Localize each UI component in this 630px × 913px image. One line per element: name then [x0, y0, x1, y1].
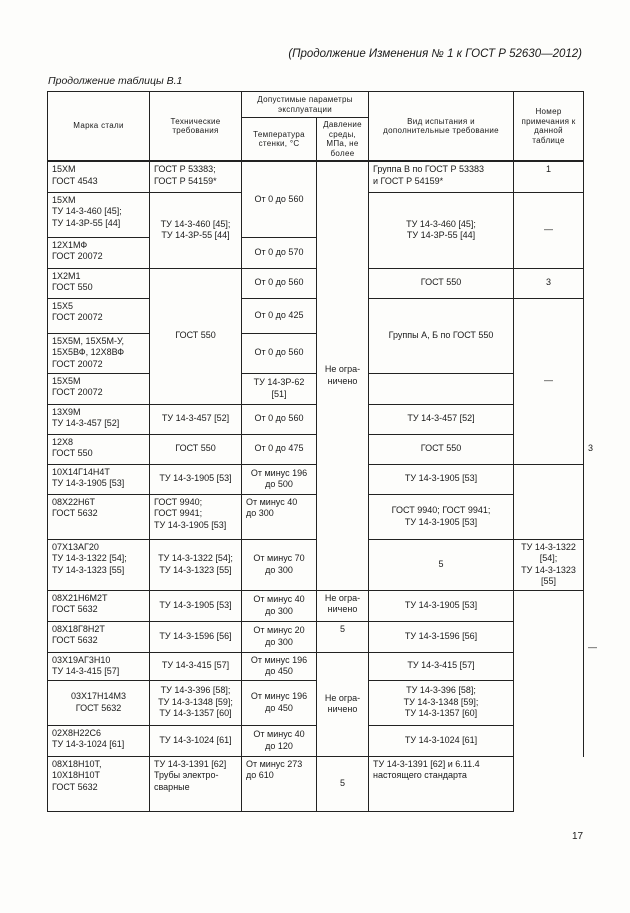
- cell-requirements: ГОСТ Р 53383; ГОСТ Р 54159*: [150, 161, 242, 192]
- cell-grade: 07Х13АГ20 ТУ 14-3-1322 [54]; ТУ 14-3-1323 [55]: [48, 539, 150, 590]
- cell-pressure: Не огра- ничено: [317, 161, 369, 590]
- cell-note-empty: [514, 464, 584, 539]
- cell-test: ГОСТ 550: [369, 268, 514, 298]
- cell-grade: 15ХМ ТУ 14-3-460 [45]; ТУ 14-3Р-55 [44]: [48, 192, 150, 237]
- cell-test: ТУ 14-3-1391 [62] и 6.11.4 настоящего стандарта: [369, 756, 514, 811]
- cell-temperature: От 0 до 570: [242, 237, 317, 268]
- cell-test: ТУ 14-3-460 [45]; ТУ 14-3Р-55 [44]: [369, 192, 514, 268]
- cell-grade: 10Х14Г14Н4Т ТУ 14-3-1905 [53]: [48, 464, 150, 494]
- cell-requirements: ТУ 14-3-1905 [53]: [150, 590, 242, 621]
- cell-grade: 13Х9М ТУ 14-3-457 [52]: [48, 404, 150, 434]
- cell-requirements: ТУ 14-3-1322 [54]; ТУ 14-3-1323 [55]: [150, 539, 242, 590]
- cell-temperature: От минус 20 до 300: [242, 621, 317, 652]
- cell-requirements: ТУ 14-3-460 [45]; ТУ 14-3Р-55 [44]: [150, 192, 242, 268]
- cell-temperature: От 0 до 425: [242, 298, 317, 333]
- cell-note: —: [514, 192, 584, 268]
- cell-grade: 15Х5 ГОСТ 20072: [48, 298, 150, 333]
- cell-pressure: Не огра- ничено: [317, 652, 369, 756]
- cell-requirements: ТУ 14-3-457 [52]: [150, 404, 242, 434]
- cell-grade: 08Х18Г8Н2Т ГОСТ 5632: [48, 621, 150, 652]
- cell-grade: 15ХМ ГОСТ 4543: [48, 161, 150, 192]
- cell-requirements: ТУ 14-3-1024 [61]: [150, 725, 242, 756]
- cell-temperature: От минус 196 до 450: [242, 680, 317, 725]
- cell-grade: 12Х8 ГОСТ 550: [48, 434, 150, 464]
- col-header-note: Номер примечания к данной таблице: [514, 92, 584, 162]
- cell-requirements: ТУ 14-3-415 [57]: [150, 652, 242, 680]
- cell-test: ТУ 14-3-1905 [53]: [369, 590, 514, 621]
- cell-temperature: От 0 до 475: [242, 434, 317, 464]
- cell-pressure: 5: [317, 756, 369, 811]
- cell-pressure: 5: [369, 539, 514, 590]
- cell-grade: 03Х17Н14М3 ГОСТ 5632: [48, 680, 150, 725]
- cell-temperature: От минус 273 до 610: [242, 756, 317, 811]
- col-header-params: Допустимые параметры эксплуатации: [242, 92, 369, 118]
- cell-temperature: От минус 40 до 300: [242, 494, 317, 539]
- cell-test: ТУ 14-3-457 [52]: [369, 404, 514, 434]
- cell-temperature: От 0 до 560: [242, 404, 317, 434]
- cell-temperature: От 0 до 560: [242, 333, 317, 373]
- cell-temperature: От минус 196 до 450: [242, 652, 317, 680]
- cell-temperature: От 0 до 560: [242, 161, 317, 237]
- cell-test: ГОСТ 9940; ГОСТ 9941; ТУ 14-3-1905 [53]: [369, 494, 514, 539]
- cell-grade: 15Х5М, 15Х5М-У, 15Х5ВФ, 12Х8ВФ ГОСТ 20072: [48, 333, 150, 373]
- cell-test: Группы А, Б по ГОСТ 550: [369, 298, 514, 373]
- cell-grade: 15Х5М ГОСТ 20072: [48, 373, 150, 404]
- cell-requirements: ТУ 14-3-396 [58]; ТУ 14-3-1348 [59]; ТУ 14-3-1357 [60]: [150, 680, 242, 725]
- cell-test: ТУ 14-3-1024 [61]: [369, 725, 514, 756]
- cell-test: ТУ 14-3-1596 [56]: [369, 621, 514, 652]
- cell-note: 3: [514, 268, 584, 298]
- cell-temperature: От 0 до 560: [242, 268, 317, 298]
- cell-test: ТУ 14-3Р-62 [51]: [242, 373, 317, 404]
- cell-grade: 02Х8Н22С6 ТУ 14-3-1024 [61]: [48, 725, 150, 756]
- cell-note: —: [514, 298, 584, 464]
- page-number: 17: [572, 831, 584, 842]
- steel-table: Марка стали Технические требования Допустимые параметры эксплуатации Вид испытания и дополнительные требование Номер примечания к данной таблице Температура стенки, °С Давление среды, МПа, не более 15ХМ ГОСТ 4543 ГОСТ Р 53383; ГОСТ Р 54159* От 0 до 560 Не огра- ничено Группа В по ГОСТ Р 53383 и ГОСТ Р 54159* 1 15ХМ ТУ 14-3-460 [45]; ТУ 14-3Р-55 [44] ТУ 14-3-460 [45]; ТУ 14-3Р-55 [44] ТУ 14-3-460 [45]; ТУ 14-3Р-55 [44] — 12Х1МФ ГОСТ 20072 От 0 до 570 1Х2М1 ГОСТ 550 ГОСТ 550 От 0 до 560 ГОСТ 550 3 15Х5 ГОСТ 20072 От 0 до 425 Группы А, Б по ГОСТ 550 — 15Х5М, 15Х5М-У, 15Х5ВФ, 12Х8ВФ ГОСТ 20072 От 0 до 560 15Х5М ГОСТ 20072 ТУ 14-3Р-62 [51] 13Х9М ТУ 14-3-457 [52] ТУ 14-3-457 [52] От 0 до 560 ТУ 14-3-457 [52] 12Х8 ГОСТ 550 ГОСТ 550 От 0 до 475 ГОСТ 550 3 10Х14Г14Н4Т ТУ 14-3-1905 [53] ТУ 14-3-1905 [53] От минус 196 до 500 ТУ 14-3-1905 [53] 08Х22Н6Т ГОСТ 5632 ГОСТ 9940; ГОСТ 9941; ТУ 14-3-1905 [53] От минус 40 до 300 ГОСТ 9940; ГОСТ 9941; ТУ 14-3-1905 [53] 07Х13АГ20 ТУ 14-3-1322 [54]; ТУ 14-3-1323 [55] ТУ 14-3-1322 [54]; ТУ 14-3-1323 [55] От минус 70 до 300 5 ТУ 14-3-1322 [54]; ТУ 14-3-1323 [55] — 08Х21Н6М2Т ГОСТ 5632 ТУ 14-3-1905 [53] От минус 40 до 300 Не огра- ничено ТУ 14-3-1905 [53] 08Х18Г8Н2Т ГОСТ 5632 ТУ 14-3-1596 [56] От минус 20 до 300 5 ТУ 14-3-1596 [56] 03Х19АГ3Н10 ТУ 14-3-415 [57] ТУ 14-3-415 [57] От минус 196 до 450 Не огра- ничено ТУ 14-3-415 [57] 03Х17Н14М3 ГОСТ 5632 ТУ 14-3-396 [58]; ТУ 14-3-1348 [59]; ТУ 14-3-1357 [60] От минус 196 до 450 ТУ 14-3-396 [58]; ТУ 14-3-1348 [59]; ТУ 14-3-1357 [60] 02Х8Н22С6 ТУ 14-3-1024 [61] ТУ 14-3-1024 [61] От минус 40 до 120 ТУ 14-3-1024 [61] 08Х18Н10Т, 10Х18Н10Т ГОСТ 5632 ТУ 14-3-1391 [62] Трубы электро- сварные От минус 273 до 610 5 ТУ 14-3-1391 [62] и 6.11.4 настоящего стандарта: [47, 91, 584, 812]
- document-header: (Продолжение Изменения № 1 к ГОСТ Р 52630—2012): [288, 48, 582, 60]
- cell-test: ТУ 14-3-415 [57]: [369, 652, 514, 680]
- cell-grade: 08Х18Н10Т, 10Х18Н10Т ГОСТ 5632: [48, 756, 150, 811]
- cell-grade: 1Х2М1 ГОСТ 550: [48, 268, 150, 298]
- col-header-pressure: Давление среды, МПа, не более: [317, 118, 369, 162]
- cell-pressure: 5: [317, 621, 369, 652]
- cell-grade: 03Х19АГ3Н10 ТУ 14-3-415 [57]: [48, 652, 150, 680]
- cell-requirements: ТУ 14-3-1391 [62] Трубы электро- сварные: [150, 756, 242, 811]
- cell-temperature: От минус 70 до 300: [242, 539, 317, 590]
- cell-grade: 08Х21Н6М2Т ГОСТ 5632: [48, 590, 150, 621]
- cell-test: Группа В по ГОСТ Р 53383 и ГОСТ Р 54159*: [369, 161, 514, 192]
- cell-requirements: ГОСТ 550: [150, 434, 242, 464]
- col-header-requirements: Технические требования: [150, 92, 242, 162]
- cell-note: 1: [514, 161, 584, 192]
- cell-grade: 12Х1МФ ГОСТ 20072: [48, 237, 150, 268]
- cell-test: ТУ 14-3-1322 [54]; ТУ 14-3-1323 [55]: [514, 539, 584, 590]
- cell-requirements: ТУ 14-3-1596 [56]: [150, 621, 242, 652]
- col-header-test: Вид испытания и дополнительные требование: [369, 92, 514, 162]
- col-header-temperature: Температура стенки, °С: [242, 118, 317, 162]
- cell-temperature: От минус 40 до 300: [242, 590, 317, 621]
- cell-requirements: ТУ 14-3-1905 [53]: [150, 464, 242, 494]
- cell-pressure: Не огра- ничено: [317, 590, 369, 621]
- cell-temperature: От минус 40 до 120: [242, 725, 317, 756]
- cell-requirements: ГОСТ 9940; ГОСТ 9941; ТУ 14-3-1905 [53]: [150, 494, 242, 539]
- cell-grade: 08Х22Н6Т ГОСТ 5632: [48, 494, 150, 539]
- cell-test: ГОСТ 550: [369, 434, 514, 464]
- cell-temperature: От минус 196 до 500: [242, 464, 317, 494]
- cell-test: ТУ 14-3-396 [58]; ТУ 14-3-1348 [59]; ТУ 14-3-1357 [60]: [369, 680, 514, 725]
- col-header-grade: Марка стали: [48, 92, 150, 162]
- table-caption: Продолжение таблицы В.1: [48, 75, 183, 87]
- cell-requirements: ГОСТ 550: [150, 268, 242, 404]
- cell-test: ТУ 14-3-1905 [53]: [369, 464, 514, 494]
